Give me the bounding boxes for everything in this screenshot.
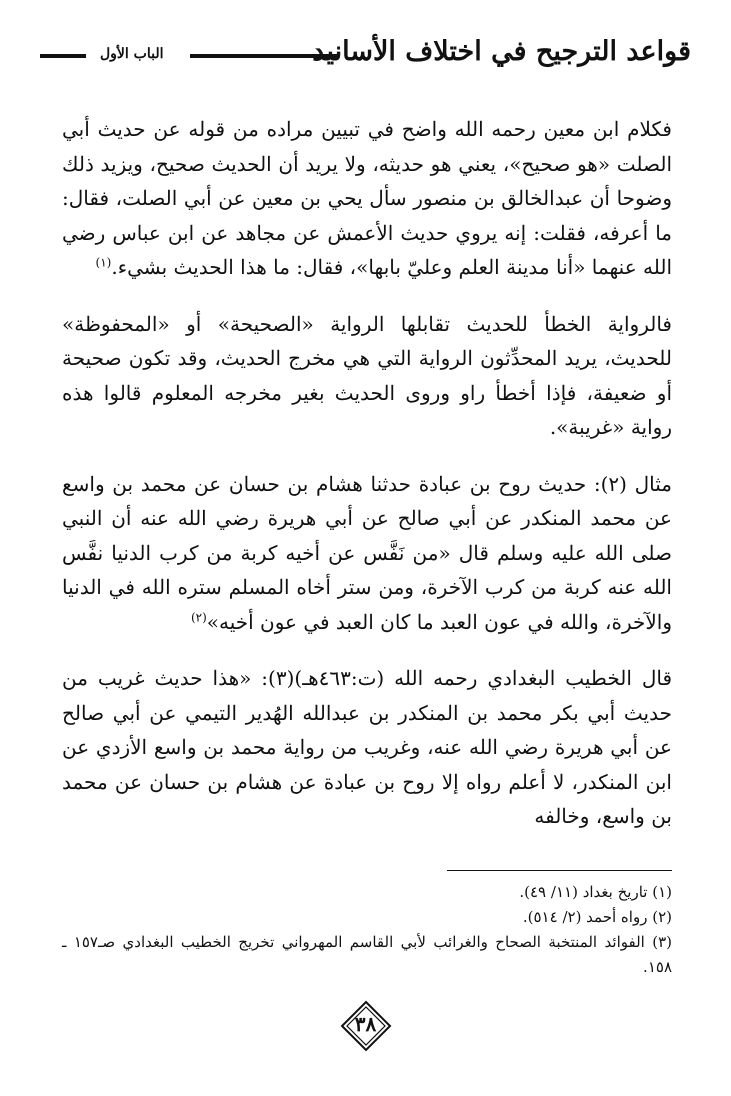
paragraph-text: قال الخطيب البغدادي رحمه الله (ت:٤٦٣هـ)(٣): «هذا حديث غريب من حديث أبي بكر محمد بن المنكدر بن عبدالله الهُدير التيمي عن أبي صالح عن أبي هريرة رضي الله عنه، وغريب من رواية محمد بن واسع الأزدي عن ابن المنكدر، لا أعلم رواه إلا روح بن عبادة عن هشام بن حسان عن محمد بن واسع، وخالفه: [62, 666, 673, 828]
paragraph: [62, 307, 672, 445]
paragraph-text: مثال (٢): حديث روح بن عبادة حدثنا هشام بن حسان عن محمد بن واسع عن محمد المنكدر عن أبي صالح عن أبي هريرة رضي الله عنه أن النبي صلى الله عليه وسلم قال «من نَفَّس عن أخيه كربة من كرب الدنيا نفَّس الله عنه كربة من كرب الآخرة، ومن ستر أخاه المسلم ستره الله في الدنيا والآخرة، والله في عون العبد ما كان العبد في عون أخيه»: [62, 471, 672, 634]
running-header: [40, 30, 691, 80]
page-number-ornament: [340, 1000, 392, 1052]
footnotes: [62, 880, 672, 980]
paragraph: [62, 467, 672, 640]
footnote-ref: (١): [95, 255, 112, 270]
footnote-separator: [447, 870, 672, 871]
footnote-ref: (٢): [190, 609, 207, 624]
header-rule-middle: [190, 54, 338, 58]
footnote: (١) تاريخ بغداد (١١/ ٤٩).: [519, 883, 672, 901]
footnote: (٣) الفوائد المنتخبة الصحاح والغرائب لأبي القاسم المهرواني تخريج الخطيب البغدادي صـ١٥٧ ـ ١٥٨.: [62, 933, 672, 976]
paragraph-text: فالرواية الخطأ للحديث تقابلها الرواية «الصحيحة» أو «المحفوظة» للحديث، يريد المحدِّثون الرواية التي هي مخرج الحديث، وقد تكون صحيحة أو ضعيفة، فإذا أخطأ راو وروى الحديث بغير مخرجه المعلوم قالوا هذه رواية «غريبة».: [62, 311, 672, 439]
paragraph: [62, 112, 672, 285]
paragraph: [62, 661, 672, 834]
header-rule-left: [40, 54, 86, 58]
footnote: (٢) رواه أحمد (٢/ ٥١٤).: [522, 908, 672, 926]
page-number: ٣٨: [354, 1012, 377, 1036]
paragraph-text: فكلام ابن معين رحمه الله واضح في تبيين مراده من قوله عن حديث أبي الصلت «هو صحيح»، يعني هو حديثه، ولا يريد أن الحديث صحيح، ويزيد ذلك وضوحا أن عبدالخالق بن منصور سأل يحي بن معين عن أبي الصلت، فقال: ما أعرفه، فقلت: إنه يروي حديث الأعمش عن مجاهد عن ابن عباس رضي الله عنهما «أنا مدينة العلم وعليّ بابها»، فقال: ما هذا الحديث بشيء.: [62, 117, 672, 279]
main-text: [62, 112, 672, 834]
book-title: قواعد الترجيح في اختلاف الأسانيد: [312, 36, 691, 67]
chapter-label: الباب الأول: [100, 46, 164, 62]
